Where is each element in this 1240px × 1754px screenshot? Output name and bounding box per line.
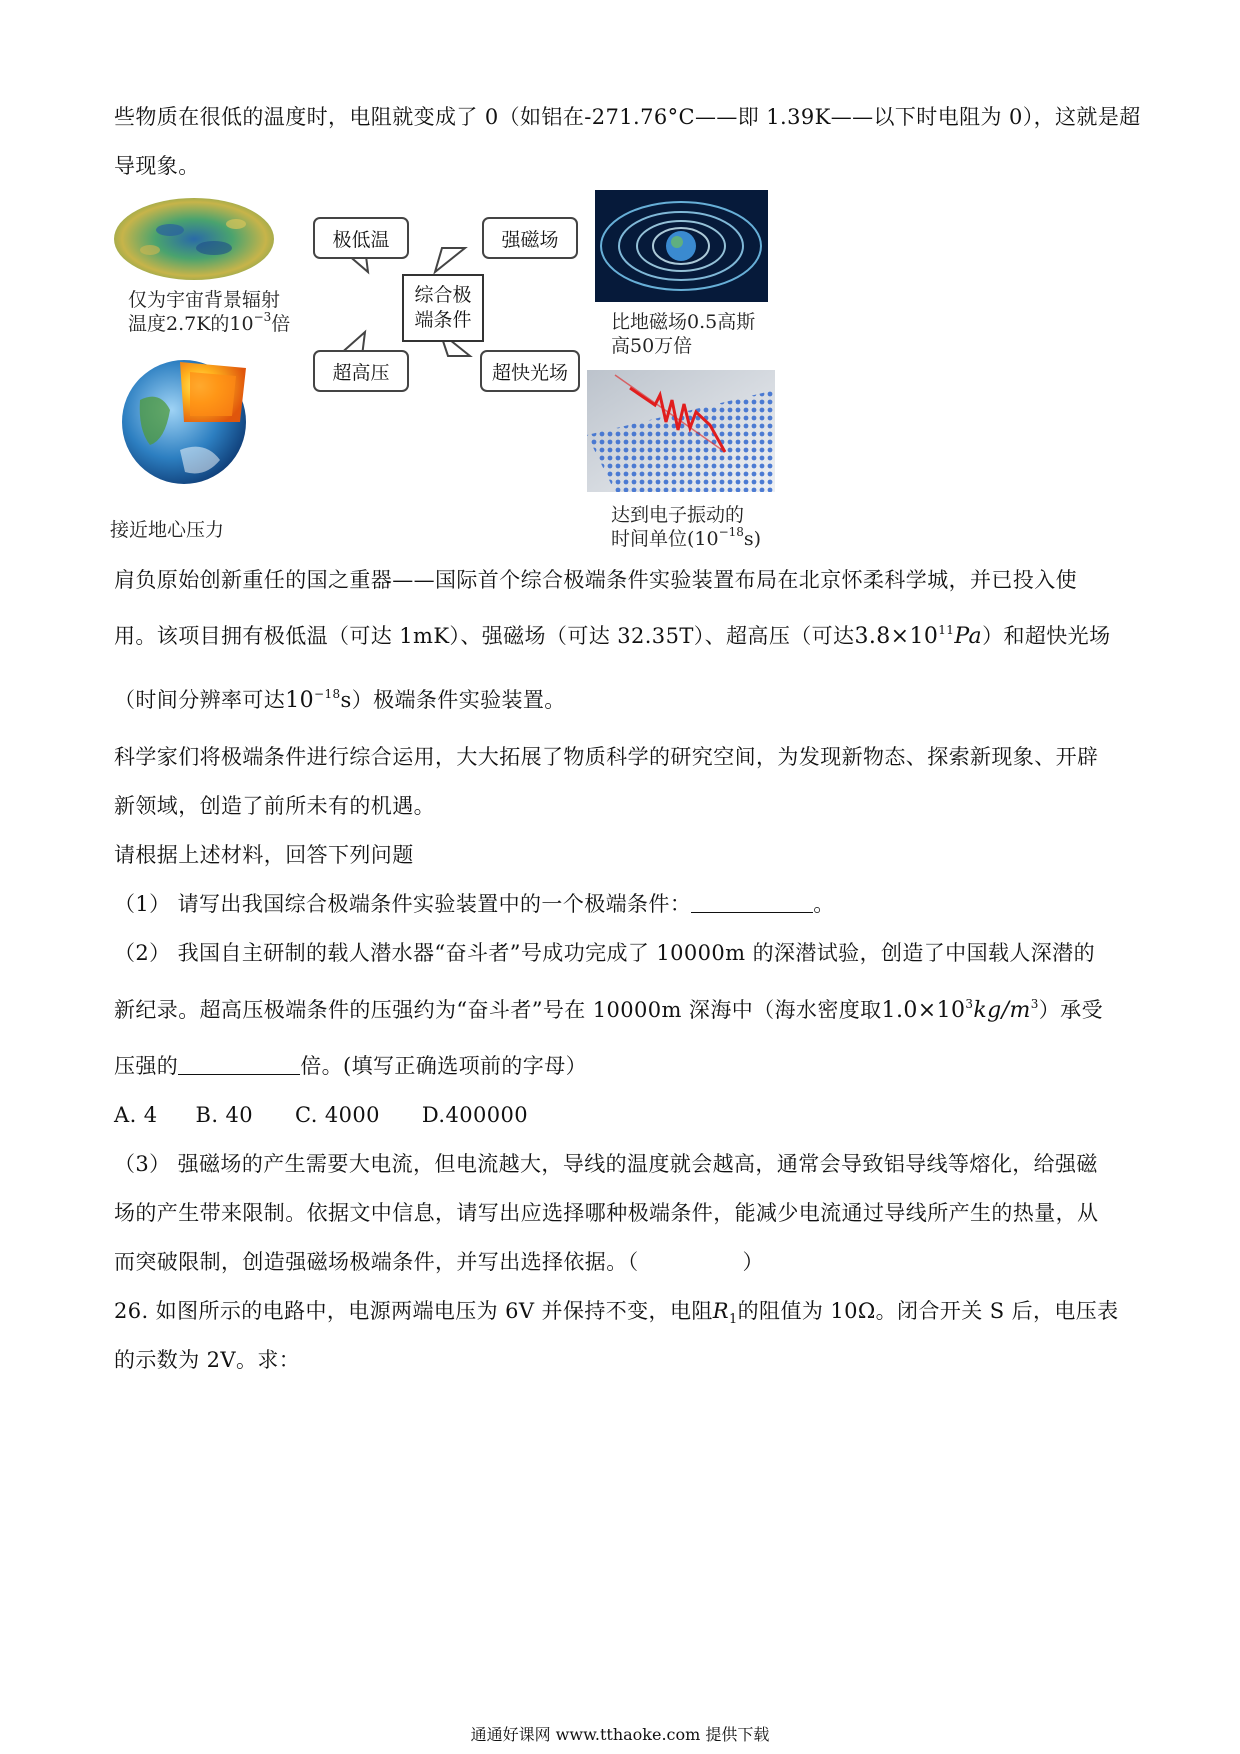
caption-cmb-2: 温度2.7K的$10^{-3}$倍 [128,310,291,335]
page-footer: 通通好课网 www.tthaoke.com 提供下载 [470,1725,770,1744]
bubble-ultra-high-pressure: 超高压 [313,350,409,392]
magnetic-field-image [595,190,768,302]
answer-blank-2[interactable] [178,1054,300,1075]
answer-blank-1[interactable] [691,892,813,913]
question-2-options [114,1100,528,1130]
question-2-line-1: （2） 我国自主研制的载人潜水器“奋斗者”号成功完成了 10000m 的深潜试验，创造了中国载人深潜的 [114,941,1095,965]
p2-line-2: 新领域，创造了前所未有的机遇。 [114,794,435,818]
caption-laser-1: 达到电子振动的 [611,504,745,526]
p1-line-3: （时间分辨率可达$10^{-18}s$）极端条件实验装置。 [114,687,566,713]
intro-line-1: 些物质在很低的温度时，电阻就变成了 0（如铝在-271.76°C——即 1.39K——以下时电阻为 0），这就是超 [114,105,1141,129]
option-b[interactable]: B. 40 [195,1103,253,1127]
extreme-conditions-figure [110,190,800,555]
earth-core-image [122,360,246,484]
caption-magnetic-2: 高50万倍 [611,335,693,357]
question-26-line-1: 26. 如图所示的电路中，电源两端电压为 6V 并保持不变，电阻$R_1$的阻值为 10Ω。闭合开关 S 后，电压表 [114,1299,1119,1328]
p1-line-2: 用。该项目拥有极低温（可达 1mK）、强磁场（可达 32.35T）、超高压（可达$3.8\times 10^{11}Pa$）和超快光场 [114,623,1111,649]
figure-graphics [110,190,800,555]
center-box [402,274,484,342]
question-3-line-3: 而突破限制，创造强磁场极端条件，并写出选择依据。（ ） [114,1250,764,1274]
option-a[interactable]: A. 4 [114,1103,158,1127]
caption-laser-2: 时间单位$(10^{-18}s)$ [611,525,762,550]
question-2-line-2: 新纪录。超高压极端条件的压强约为“奋斗者”号在 10000m 深海中（海水密度取$1.0\times 10^3kg/m^3$）承受 [114,997,1103,1023]
p1-line-1: 肩负原始创新重任的国之重器——国际首个综合极端条件实验装置布局在北京怀柔科学城，并已投入使 [114,568,1077,592]
p2-line-1: 科学家们将极端条件进行综合运用，大大拓展了物质科学的研究空间，为发现新物态、探索新现象、开辟 [114,745,1099,769]
question-3-line-1: （3） 强磁场的产生需要大电流，但电流越大，导线的温度就会越高，通常会导致铝导线等熔化，给强磁 [114,1152,1098,1176]
bubble-strong-magnetic: 强磁场 [482,217,578,259]
prompt-line: 请根据上述材料，回答下列问题 [114,843,414,867]
question-2-line-3: 压强的 倍。(填写正确选项前的字母） [114,1054,587,1078]
cmb-map-image [114,198,274,280]
question-26-line-2: 的示数为 2V。求： [114,1348,301,1372]
caption-earth: 接近地心压力 [110,519,225,541]
question-3-line-2: 场的产生带来限制。依据文中信息，请写出应选择哪种极端条件，能减少电流通过导线所产生的热量，从 [114,1201,1099,1225]
caption-magnetic-1: 比地磁场0.5高斯 [611,311,756,333]
center-line-1: 综合极 [414,284,472,306]
tail-top-right [435,248,465,272]
bubble-ultra-low-temp: 极低温 [313,217,409,259]
ultrafast-laser-image [587,370,775,492]
intro-line-2: 导现象。 [114,154,200,178]
center-line-2: 端条件 [414,309,472,331]
option-d[interactable]: D.400000 [421,1103,529,1127]
caption-cmb-1: 仅为宇宙背景辐射 [128,289,281,311]
option-c[interactable]: C. 4000 [295,1103,380,1127]
bubble-ultrafast-light: 超快光场 [480,350,580,392]
question-1: （1） 请写出我国综合极端条件实验装置中的一个极端条件： 。 [114,892,835,916]
